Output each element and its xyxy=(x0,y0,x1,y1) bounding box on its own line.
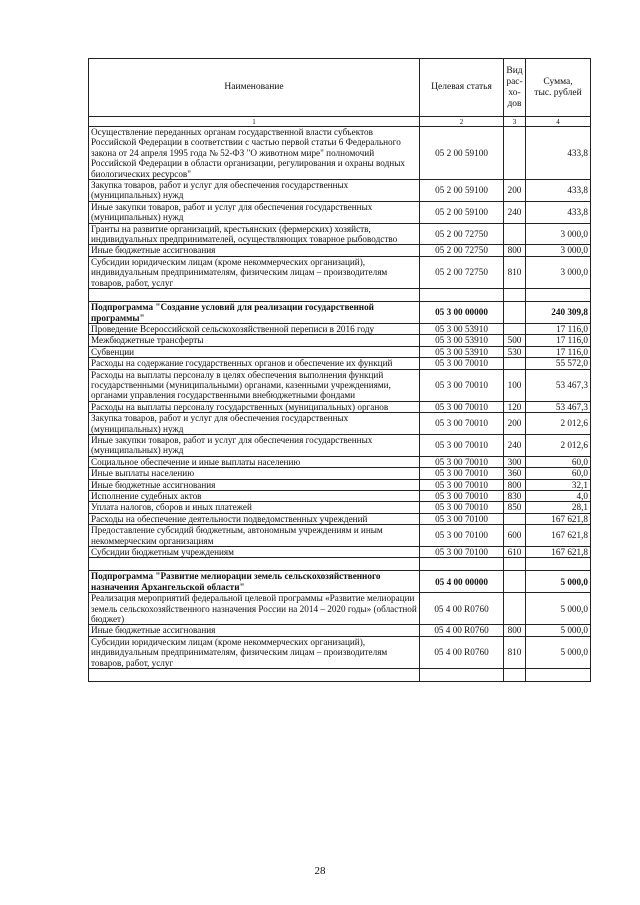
budget-table xyxy=(88,58,591,682)
vid-cell: 200 xyxy=(504,413,526,435)
spacer-row xyxy=(89,558,591,571)
name-cell: Расходы на обеспечение деятельности подведомственных учреждений xyxy=(89,513,420,524)
name-cell: Подпрограмма "Создание условий для реализации государственной программы" xyxy=(89,302,420,324)
name-cell: Реализация мероприятий федеральной целевой программы «Развитие мелиорации земель сельскохозяйственного назначения России на 2014 – 2020 годы» (областной бюджет) xyxy=(89,593,420,625)
page-number: 28 xyxy=(314,865,326,877)
vid-cell: 120 xyxy=(504,401,526,412)
code-cell: 05 2 00 59100 xyxy=(420,201,504,223)
name-cell: Проведение Всероссийской сельскохозяйственной переписи в 2016 году xyxy=(89,323,420,334)
name-cell: Иные бюджетные ассигнования xyxy=(89,245,420,256)
vid-cell: 100 xyxy=(504,369,526,401)
header-vid-line: хо- xyxy=(508,87,521,98)
code-cell: 05 3 00 70010 xyxy=(420,479,504,490)
sum-cell: 5 000,0 xyxy=(526,636,591,668)
vid-cell: 360 xyxy=(504,468,526,479)
sum-cell: 28,1 xyxy=(526,502,591,513)
sum-cell: 433,8 xyxy=(526,127,591,180)
name-cell: Закупка товаров, работ и услуг для обеспечения государственных (муниципальных) нужд xyxy=(89,180,420,202)
code-cell: 05 3 00 53910 xyxy=(420,346,504,357)
sum-cell: 32,1 xyxy=(526,479,591,490)
vid-cell xyxy=(504,223,526,245)
table-row xyxy=(89,525,591,547)
table-row xyxy=(89,223,591,245)
vid-cell xyxy=(504,593,526,625)
sum-cell: 53 467,3 xyxy=(526,401,591,412)
vid-cell: 240 xyxy=(504,201,526,223)
table-row xyxy=(89,625,591,636)
sum-cell: 167 621,8 xyxy=(526,547,591,558)
vid-cell: 850 xyxy=(504,502,526,513)
column-number: 3 xyxy=(504,117,526,127)
header-code: Целевая статья xyxy=(420,59,504,117)
code-cell: 05 4 00 R0760 xyxy=(420,636,504,668)
spacer-cell xyxy=(420,558,504,571)
subprogram-row xyxy=(89,571,591,593)
code-cell: 05 3 00 00000 xyxy=(420,302,504,324)
code-cell: 05 2 00 59100 xyxy=(420,127,504,180)
code-cell: 05 4 00 00000 xyxy=(420,571,504,593)
vid-cell: 800 xyxy=(504,479,526,490)
name-cell: Субсидии юридическим лицам (кроме некоммерческих организаций), индивидуальным предпринимателям, физическим лицам – производителям товаров, работ, услуг xyxy=(89,636,420,668)
column-number: 1 xyxy=(89,117,420,127)
name-cell: Уплата налогов, сборов и иных платежей xyxy=(89,502,420,513)
name-cell: Социальное обеспечение и иные выплаты населению xyxy=(89,456,420,467)
header-vid-line: Вид xyxy=(506,65,523,76)
column-number: 4 xyxy=(526,117,591,127)
spacer-cell xyxy=(526,669,591,682)
table-row xyxy=(89,491,591,502)
code-cell: 05 4 00 R0760 xyxy=(420,593,504,625)
code-cell: 05 3 00 53910 xyxy=(420,323,504,334)
sum-cell: 2 012,6 xyxy=(526,434,591,456)
vid-cell: 800 xyxy=(504,245,526,256)
table-row xyxy=(89,127,591,180)
header-vid-line: дов xyxy=(507,98,522,109)
spacer-cell xyxy=(504,558,526,571)
code-cell: 05 3 00 70010 xyxy=(420,434,504,456)
column-number-row xyxy=(89,117,591,127)
code-cell: 05 3 00 70100 xyxy=(420,525,504,547)
header-name: Наименование xyxy=(89,59,420,117)
header-sum xyxy=(526,59,591,117)
spacer-cell xyxy=(504,669,526,682)
vid-cell: 810 xyxy=(504,636,526,668)
table-row xyxy=(89,479,591,490)
name-cell: Расходы на выплаты персоналу в целях обеспечения выполнения функций государственными (муниципальными) органами, казенными учреждениями, органами управления государственными внебюджетными фондами xyxy=(89,369,420,401)
table-body xyxy=(89,127,591,682)
table-row xyxy=(89,502,591,513)
subprogram-row xyxy=(89,302,591,324)
sum-cell: 240 309,8 xyxy=(526,302,591,324)
vid-cell xyxy=(504,571,526,593)
sum-cell: 3 000,0 xyxy=(526,256,591,288)
spacer-cell xyxy=(89,669,420,682)
sum-cell: 167 621,8 xyxy=(526,525,591,547)
code-cell: 05 3 00 70010 xyxy=(420,369,504,401)
name-cell: Межбюджетные трансферты xyxy=(89,335,420,346)
spacer-row xyxy=(89,289,591,302)
code-cell: 05 3 00 70010 xyxy=(420,456,504,467)
vid-cell xyxy=(504,127,526,180)
code-cell: 05 3 00 70010 xyxy=(420,502,504,513)
table-row xyxy=(89,245,591,256)
table-row xyxy=(89,593,591,625)
sum-cell: 55 572,0 xyxy=(526,358,591,369)
sum-cell: 53 467,3 xyxy=(526,369,591,401)
sum-cell: 4,0 xyxy=(526,491,591,502)
table-row xyxy=(89,513,591,524)
table-row xyxy=(89,401,591,412)
table-row xyxy=(89,335,591,346)
vid-cell xyxy=(504,302,526,324)
table-row xyxy=(89,180,591,202)
sum-cell: 60,0 xyxy=(526,456,591,467)
code-cell: 05 3 00 70010 xyxy=(420,468,504,479)
spacer-cell xyxy=(420,289,504,302)
code-cell: 05 3 00 70010 xyxy=(420,491,504,502)
sum-cell: 3 000,0 xyxy=(526,245,591,256)
name-cell: Субсидии юридическим лицам (кроме некоммерческих организаций), индивидуальным предпринимателям, физическим лицам – производителям товаров, работ, услуг xyxy=(89,256,420,288)
sum-cell: 167 621,8 xyxy=(526,513,591,524)
table-row xyxy=(89,434,591,456)
vid-cell: 530 xyxy=(504,346,526,357)
sum-cell: 3 000,0 xyxy=(526,223,591,245)
vid-cell: 500 xyxy=(504,335,526,346)
code-cell: 05 3 00 70010 xyxy=(420,413,504,435)
spacer-cell xyxy=(89,289,420,302)
code-cell: 05 2 00 59100 xyxy=(420,180,504,202)
sum-cell: 5 000,0 xyxy=(526,571,591,593)
header-vid-line: рас- xyxy=(506,76,523,87)
table-row xyxy=(89,358,591,369)
name-cell: Подпрограмма "Развитие мелиорации земель сельскохозяйственного назначения Архангельской области" xyxy=(89,571,420,593)
table-row xyxy=(89,346,591,357)
sum-cell: 433,8 xyxy=(526,201,591,223)
spacer-cell xyxy=(526,558,591,571)
column-number: 2 xyxy=(420,117,504,127)
vid-cell: 800 xyxy=(504,625,526,636)
code-cell: 05 2 00 72750 xyxy=(420,245,504,256)
name-cell: Гранты на развитие организаций, крестьянских (фермерских) хозяйств, индивидуальных предпринимателей, осуществляющих товарное рыбоводство xyxy=(89,223,420,245)
vid-cell: 240 xyxy=(504,434,526,456)
sum-cell: 5 000,0 xyxy=(526,593,591,625)
vid-cell: 200 xyxy=(504,180,526,202)
name-cell: Иные закупки товаров, работ и услуг для обеспечения государственных (муниципальных) нужд xyxy=(89,201,420,223)
vid-cell: 610 xyxy=(504,547,526,558)
name-cell: Осуществление переданных органам государственной власти субъектов Российской Федерации в соответствии с частью первой статьи 6 Федерального закона от 24 апреля 1995 года № 52-ФЗ "О животном мире" полномочий Российской Федерации в области организации, регулирования и охраны водных биологических ресурсов" xyxy=(89,127,420,180)
code-cell: 05 3 00 70100 xyxy=(420,513,504,524)
vid-cell: 300 xyxy=(504,456,526,467)
name-cell: Иные закупки товаров, работ и услуг для обеспечения государственных (муниципальных) нужд xyxy=(89,434,420,456)
table-row xyxy=(89,547,591,558)
name-cell: Субсидии бюджетным учреждениям xyxy=(89,547,420,558)
code-cell: 05 4 00 R0760 xyxy=(420,625,504,636)
spacer-row xyxy=(89,669,591,682)
code-cell: 05 3 00 70010 xyxy=(420,358,504,369)
spacer-cell xyxy=(420,669,504,682)
spacer-cell xyxy=(89,558,420,571)
code-cell: 05 2 00 72750 xyxy=(420,223,504,245)
table-row xyxy=(89,413,591,435)
vid-cell xyxy=(504,323,526,334)
header-sum-line: тыс. рублей xyxy=(534,87,582,98)
name-cell: Иные бюджетные ассигнования xyxy=(89,479,420,490)
spacer-cell xyxy=(526,289,591,302)
vid-cell: 600 xyxy=(504,525,526,547)
vid-cell xyxy=(504,358,526,369)
name-cell: Предоставление субсидий бюджетным, автономным учреждениям и иным некоммерческим организациям xyxy=(89,525,420,547)
code-cell: 05 3 00 70010 xyxy=(420,401,504,412)
name-cell: Закупка товаров, работ и услуг для обеспечения государственных (муниципальных) нужд xyxy=(89,413,420,435)
name-cell: Иные выплаты населению xyxy=(89,468,420,479)
header-row xyxy=(89,59,591,117)
sum-cell: 5 000,0 xyxy=(526,625,591,636)
vid-cell: 810 xyxy=(504,256,526,288)
header-vid xyxy=(504,59,526,117)
sum-cell: 17 116,0 xyxy=(526,335,591,346)
name-cell: Исполнение судебных актов xyxy=(89,491,420,502)
sum-cell: 17 116,0 xyxy=(526,346,591,357)
table-row xyxy=(89,323,591,334)
sum-cell: 2 012,6 xyxy=(526,413,591,435)
name-cell: Расходы на выплаты персоналу государственных (муниципальных) органов xyxy=(89,401,420,412)
spacer-cell xyxy=(504,289,526,302)
table-row xyxy=(89,468,591,479)
name-cell: Субвенции xyxy=(89,346,420,357)
code-cell: 05 3 00 70100 xyxy=(420,547,504,558)
name-cell: Расходы на содержание государственных органов и обеспечение их функций xyxy=(89,358,420,369)
sum-cell: 17 116,0 xyxy=(526,323,591,334)
vid-cell xyxy=(504,513,526,524)
code-cell: 05 3 00 53910 xyxy=(420,335,504,346)
name-cell: Иные бюджетные ассигнования xyxy=(89,625,420,636)
sum-cell: 433,8 xyxy=(526,180,591,202)
sum-cell: 60,0 xyxy=(526,468,591,479)
code-cell: 05 2 00 72750 xyxy=(420,256,504,288)
vid-cell: 830 xyxy=(504,491,526,502)
table-row xyxy=(89,456,591,467)
header-sum-line: Сумма, xyxy=(543,76,573,87)
table-row xyxy=(89,201,591,223)
table-row xyxy=(89,369,591,401)
table-row xyxy=(89,256,591,288)
table-row xyxy=(89,636,591,668)
